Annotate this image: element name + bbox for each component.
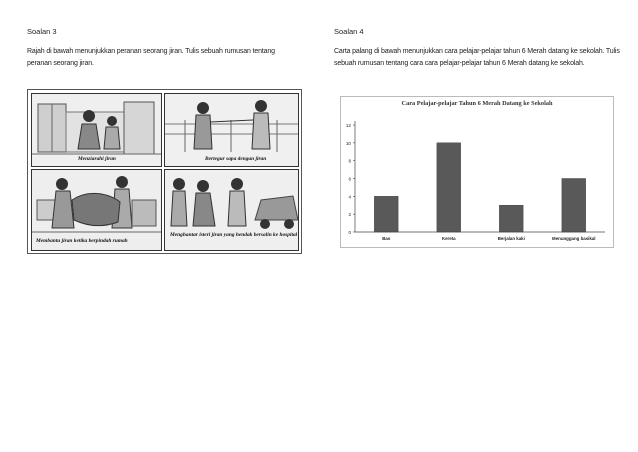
question-4-title: Soalan 4 [334, 27, 364, 36]
bar [437, 143, 461, 232]
x-category-label: Kereta [441, 236, 456, 241]
chart-canvas [341, 97, 613, 247]
panel-greeting [164, 93, 299, 167]
panel-moving [31, 169, 162, 251]
caption-greeting: Bertegur sapa dengan jiran [205, 156, 267, 162]
question-4-instruction: Carta palang di bawah menunjukkan cara pelajar-pelajar tahun 6 Merah datang ke sekolah. Tulis sebuah rumusan tentang cara cara pelajar-pelajar tahun 6 Merah datang ke sekolah. [334, 48, 620, 67]
hospital-drawing [165, 170, 298, 250]
caption-visiting: Menziarahi jiran [78, 156, 116, 162]
y-tick-label: 12 [345, 123, 351, 128]
panel-hospital [164, 169, 299, 251]
question-3-title: Soalan 3 [27, 27, 57, 36]
y-tick-label: 2 [348, 212, 351, 218]
y-tick-label: 0 [348, 230, 351, 235]
caption-hospital-line: Menghantar isteri jiran yang hendak bersalin ke hospital [170, 232, 298, 238]
y-tick-label: 6 [348, 176, 351, 182]
question-3-instruction: Rajah di bawah menunjukkan peranan seorang jiran. Tulis sebuah rumusan tentang peranan seorang jiran. [27, 48, 275, 67]
x-category-label: Menunggang basikal [552, 236, 596, 241]
x-category-label: Bas [382, 236, 391, 241]
y-tick-label: 10 [345, 140, 351, 146]
x-category-label: Berjalan kaki [497, 236, 525, 241]
y-tick-label: 4 [348, 194, 351, 200]
bar [562, 179, 586, 233]
bar [374, 196, 398, 232]
chart-title: Cara Pelajar-pelajar Tahun 6 Merah Datang ke Sekolah [401, 100, 553, 107]
transport-bar-chart [340, 96, 614, 248]
panel-visiting [31, 93, 162, 167]
caption-moving: Membantu jiran ketika berpindah rumah [36, 238, 128, 244]
neighbour-roles-illustration [27, 89, 302, 254]
y-tick-label: 8 [348, 158, 351, 164]
bar [499, 205, 523, 232]
